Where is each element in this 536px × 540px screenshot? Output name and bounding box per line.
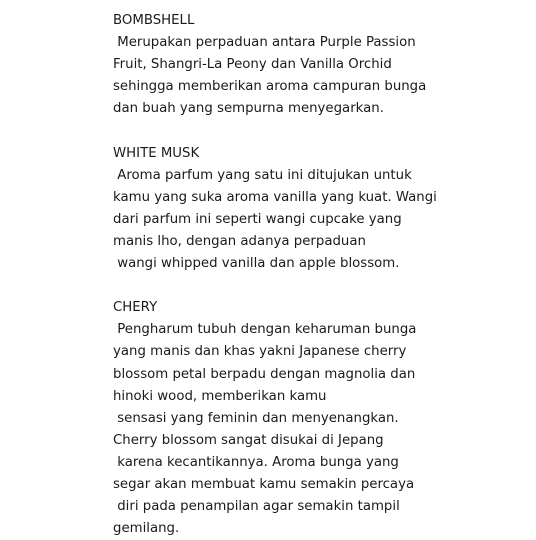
paragraph-line: Aroma parfum yang satu ini ditujukan untuk <box>113 167 412 183</box>
paragraph-line: Pengharum tubuh dengan keharuman bunga <box>113 322 417 338</box>
section-spacer <box>113 120 528 142</box>
paragraph-line: Cherry blossom sangat disukai di Jepang <box>113 432 384 448</box>
paragraph-line: sensasi yang feminin dan menyenangkan. <box>113 410 399 426</box>
section-title: CHERY <box>113 300 158 316</box>
paragraph-line: Fruit, Shangri-La Peony dan Vanilla Orchid <box>113 57 392 73</box>
paragraph-line: kamu yang suka aroma vanilla yang kuat. Wangi <box>113 189 437 205</box>
section-white-musk <box>113 143 528 276</box>
paragraph-line: dan buah yang sempurna menyegarkan. <box>113 101 384 117</box>
paragraph-line: dari parfum ini seperti wangi cupcake yang <box>113 211 402 227</box>
section-title: BOMBSHELL <box>113 13 195 28</box>
paragraph-line: diri pada penampilan agar semakin tampil <box>113 499 400 515</box>
paragraph-line: hinoki wood, memberikan kamu <box>113 388 327 404</box>
paragraph-line: Merupakan perpaduan antara Purple Passion <box>113 35 416 51</box>
section-bombshell <box>113 10 528 120</box>
section-title: WHITE MUSK <box>113 145 200 161</box>
section-chery <box>113 297 528 540</box>
product-description-document <box>113 10 528 540</box>
paragraph-line: manis lho, dengan adanya perpaduan <box>113 233 366 249</box>
paragraph-line: gemilang. <box>113 521 180 537</box>
section-spacer <box>113 275 528 297</box>
paragraph-line: wangi whipped vanilla dan apple blossom. <box>113 256 400 272</box>
paragraph-line: blossom petal berpadu dengan magnolia dan <box>113 366 416 382</box>
paragraph-line: segar akan membuat kamu semakin percaya <box>113 476 415 492</box>
paragraph-line: yang manis dan khas yakni Japanese cherry <box>113 344 407 360</box>
paragraph-line: sehingga memberikan aroma campuran bunga <box>113 79 427 95</box>
paragraph-line: karena kecantikannya. Aroma bunga yang <box>113 454 399 470</box>
